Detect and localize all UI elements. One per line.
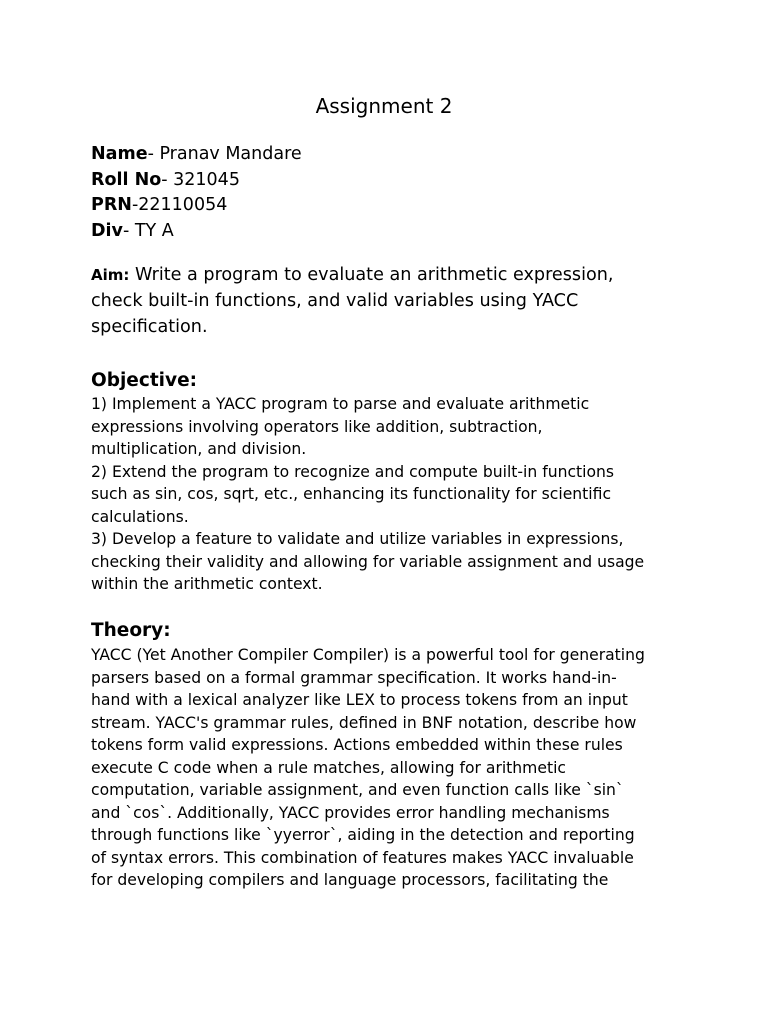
info-label: Div <box>91 220 123 241</box>
info-value: - 321045 <box>161 169 240 190</box>
theory-line: through functions like `yyerror`, aiding in the detection and reporting <box>91 826 635 844</box>
objective-line: 2) Extend the program to recognize and compute built-in functions <box>91 462 615 481</box>
student-info <box>91 142 302 244</box>
theory-line: stream. YACC's grammar rules, defined in BNF notation, describe how <box>91 713 637 732</box>
objective-line: multiplication, and division. <box>91 440 307 458</box>
objective-line: expressions involving operators like addition, subtraction, <box>91 417 543 436</box>
info-label: PRN <box>91 195 132 216</box>
info-value: - TY A <box>122 220 174 241</box>
theory-line: execute C code when a rule matches, allowing for arithmetic <box>91 758 566 777</box>
info-label: Roll No <box>91 169 162 190</box>
aim-line <box>91 262 681 288</box>
theory-line: YACC (Yet Another Compiler Compiler) is a powerful tool for generating <box>91 646 645 664</box>
objective-line: calculations. <box>91 507 189 526</box>
theory-line: hand with a lexical analyzer like LEX to process tokens from an input <box>91 691 628 709</box>
aim-line: check built-in functions, and valid variables using YACC <box>91 291 579 311</box>
aim-line: specification. <box>91 317 208 337</box>
theory-line: for developing compilers and language processors, facilitating the <box>91 871 609 889</box>
theory-line: and `cos`. Additionally, YACC provides error handling mechanisms <box>91 803 610 822</box>
theory-heading: Theory: <box>91 620 171 641</box>
info-row-prn <box>91 193 302 219</box>
info-row-roll-no <box>91 168 302 194</box>
objective-line: 1) Implement a YACC program to parse and evaluate arithmetic <box>91 395 590 413</box>
theory-line: tokens form valid expressions. Actions embedded within these rules <box>91 736 623 754</box>
info-row-name <box>91 142 302 168</box>
page-title: Assignment 2 <box>315 94 453 118</box>
objective-line: checking their validity and allowing for variable assignment and usage <box>91 552 645 571</box>
objective-heading: Objective: <box>91 370 198 391</box>
aim-text: Write a program to evaluate an arithmetic expression, <box>134 265 614 285</box>
theory-line: computation, variable assignment, and even function calls like `sin` <box>91 781 624 799</box>
objective-line: 3) Develop a feature to validate and utilize variables in expressions, <box>91 530 624 548</box>
theory-body <box>91 644 691 892</box>
objective-line: such as sin, cos, sqrt, etc., enhancing its functionality for scientific <box>91 485 612 503</box>
info-value: -22110054 <box>131 195 228 216</box>
theory-line: parsers based on a formal grammar specification. It works hand-in- <box>91 668 617 687</box>
theory-line: of syntax errors. This combination of features makes YACC invaluable <box>91 848 634 867</box>
info-row-div <box>91 219 302 245</box>
aim-label: Aim: <box>91 266 130 284</box>
objective-line: within the arithmetic context. <box>91 575 323 593</box>
info-value: - Pranav Mandare <box>147 144 302 164</box>
aim-paragraph <box>91 262 681 340</box>
info-label: Name <box>91 144 148 164</box>
objective-body <box>91 393 691 596</box>
